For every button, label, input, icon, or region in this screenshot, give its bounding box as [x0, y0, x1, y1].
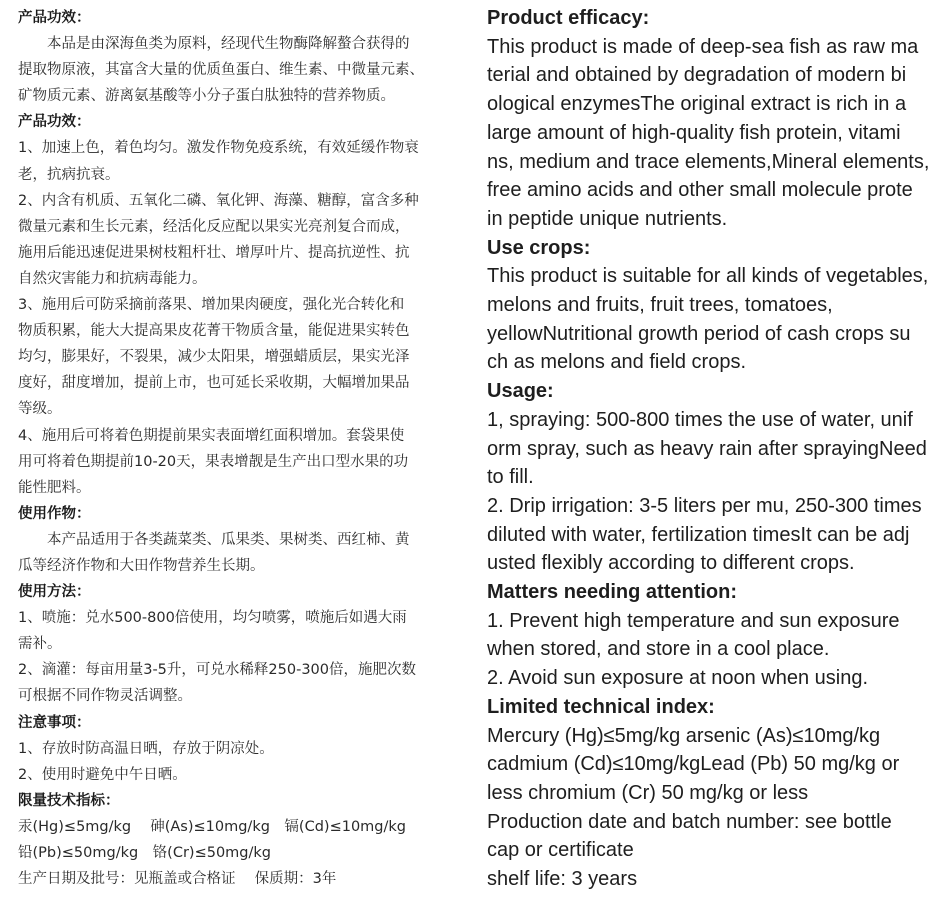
- text-line: 2. Avoid sun exposure at noon when using.: [487, 667, 869, 690]
- text-line: terial and obtained by degradation of modern bi: [487, 64, 907, 87]
- section-heading: Limited technical index:: [487, 695, 715, 718]
- chinese-product-description: [18, 0, 458, 892]
- text-line: This product is suitable for all kinds of vegetables,: [487, 265, 929, 288]
- section-heading: 使用作物：: [18, 505, 91, 522]
- text-line: 微量元素和生长元素，经活化反应配以果实光亮剂复合而成，: [18, 218, 410, 235]
- section-en-0: [487, 4, 947, 234]
- section-zh-4: [18, 710, 458, 788]
- section-heading: Product efficacy:: [487, 7, 650, 29]
- text-line: ch as melons and field crops.: [487, 351, 747, 374]
- text-line: Mercury (Hg)≤5mg/kg arsenic (As)≤10mg/kg: [487, 724, 881, 747]
- english-product-description: [487, 0, 947, 894]
- text-line: 3、施用后可防采摘前落果、增加果肉硬度，强化光合转化和: [18, 297, 405, 314]
- text-line: ns, medium and trace elements,Mineral elements,: [487, 150, 930, 173]
- text-line: Production date and batch number: see bottle: [487, 810, 892, 833]
- text-line: This product is made of deep-sea fish as raw ma: [487, 35, 919, 58]
- text-line: 用可将着色期提前10-20天，果表增靓是生产出口型水果的功: [18, 453, 409, 470]
- text-line: 1、存放时防高温日晒，存放于阴凉处。: [18, 740, 274, 757]
- section-zh-0: [18, 5, 458, 109]
- text-line: 能性肥料。: [18, 479, 91, 496]
- section-heading: 产品功效：: [18, 114, 91, 131]
- text-line: diluted with water, fertilization timesIt can be adj: [487, 523, 910, 546]
- text-line: 汞(Hg)≤5mg/kg 砷(As)≤10mg/kg 镉(Cd)≤10mg/kg: [18, 818, 406, 835]
- section-heading: 产品功效：: [18, 10, 91, 26]
- text-line: 2、使用时避免中午日晒。: [18, 766, 187, 783]
- text-line: 本品是由深海鱼类为原料，经现代生物酶降解螯合获得的: [47, 36, 410, 53]
- text-line: 2、内含有机质、五氧化二磷、氧化钾、海藻、糖醇，富含多种: [18, 192, 419, 209]
- text-line: cadmium (Cd)≤10mg/kgLead (Pb) 50 mg/kg or: [487, 753, 900, 776]
- text-line: yellowNutritional growth period of cash crops su: [487, 322, 911, 345]
- text-line: 矿物质元素、游离氨基酸等小分子蛋白肽独特的营养物质。: [18, 88, 395, 105]
- section-en-2: [487, 377, 947, 578]
- section-heading: 限量技术指标：: [18, 792, 120, 809]
- text-line: to fill.: [487, 466, 534, 489]
- section-heading: Use crops:: [487, 236, 591, 259]
- text-line: 铅(Pb)≤50mg/kg 铬(Cr)≤50mg/kg: [18, 845, 271, 861]
- section-en-4: [487, 693, 947, 894]
- text-line: 1、加速上色，着色均匀。激发作物免疫系统，有效延缓作物衰: [18, 140, 419, 157]
- text-line: 等级。: [18, 401, 62, 418]
- section-zh-3: [18, 579, 458, 709]
- text-line: usted flexibly according to different crops.: [487, 552, 855, 575]
- text-line: less chromium (Cr) 50 mg/kg or less: [487, 781, 809, 804]
- text-line: 施用后能迅速促进果树枝粗杆壮、增厚叶片、提高抗逆性、抗: [18, 244, 410, 261]
- text-line: 均匀，膨果好，不裂果，减少太阳果，增强蜡质层，果实光泽: [18, 349, 410, 366]
- text-line: 度好，甜度增加，提前上市，也可延长采收期，大幅增加果品: [18, 375, 410, 392]
- text-line: 1. Prevent high temperature and sun exposure: [487, 609, 900, 632]
- text-line: in peptide unique nutrients.: [487, 207, 728, 230]
- section-en-1: [487, 234, 947, 378]
- text-line: 1、喷施：兑水500-800倍使用，均匀喷雾，喷施后如遇大雨: [18, 610, 407, 627]
- text-line: 2、滴灌：每亩用量3-5升，可兑水稀释250-300倍，施肥次数: [18, 662, 416, 679]
- text-line: 生产日期及批号：见瓶盖或合格证 保质期：3年: [18, 871, 337, 888]
- text-line: when stored, and store in a cool place.: [487, 638, 830, 661]
- text-line: 老，抗病抗衰。: [18, 166, 120, 183]
- section-heading: Usage:: [487, 380, 554, 403]
- text-line: 瓜等经济作物和大田作物营养生长期。: [18, 557, 265, 574]
- text-line: shelf life: 3 years: [487, 868, 638, 891]
- text-line: cap or certificate: [487, 839, 634, 862]
- text-line: free amino acids and other small molecule prote: [487, 179, 913, 202]
- text-line: 4、施用后可将着色期提前果实表面增红面积增加。套袋果使: [18, 427, 405, 444]
- text-line: 可根据不同作物灵活调整。: [18, 688, 192, 705]
- section-zh-1: [18, 109, 458, 500]
- text-line: 自然灾害能力和抗病毒能力。: [18, 270, 207, 287]
- section-zh-2: [18, 501, 458, 579]
- text-line: 2. Drip irrigation: 3-5 liters per mu, 250-300 times: [487, 494, 922, 517]
- section-heading: 注意事项：: [18, 714, 91, 731]
- section-heading: 使用方法：: [18, 584, 91, 601]
- text-line: 物质积累，能大大提高果皮花菁干物质含量，能促进果实转色: [18, 323, 410, 340]
- section-heading: Matters needing attention:: [487, 581, 738, 604]
- text-line: large amount of high-quality fish protein, vitami: [487, 121, 901, 144]
- text-line: 1, spraying: 500-800 times the use of water, unif: [487, 408, 913, 431]
- text-line: 本产品适用于各类蔬菜类、瓜果类、果树类、西红柿、黄: [47, 531, 410, 548]
- text-line: 需补。: [18, 636, 62, 653]
- section-en-3: [487, 578, 947, 693]
- text-line: ological enzymesThe original extract is rich in a: [487, 93, 907, 116]
- text-line: 提取物原液，其富含大量的优质鱼蛋白、维生素、中微量元素、: [18, 62, 424, 79]
- section-zh-5: [18, 788, 458, 892]
- text-line: orm spray, such as heavy rain after sprayingNeed: [487, 437, 927, 460]
- text-line: melons and fruits, fruit trees, tomatoes,: [487, 294, 833, 317]
